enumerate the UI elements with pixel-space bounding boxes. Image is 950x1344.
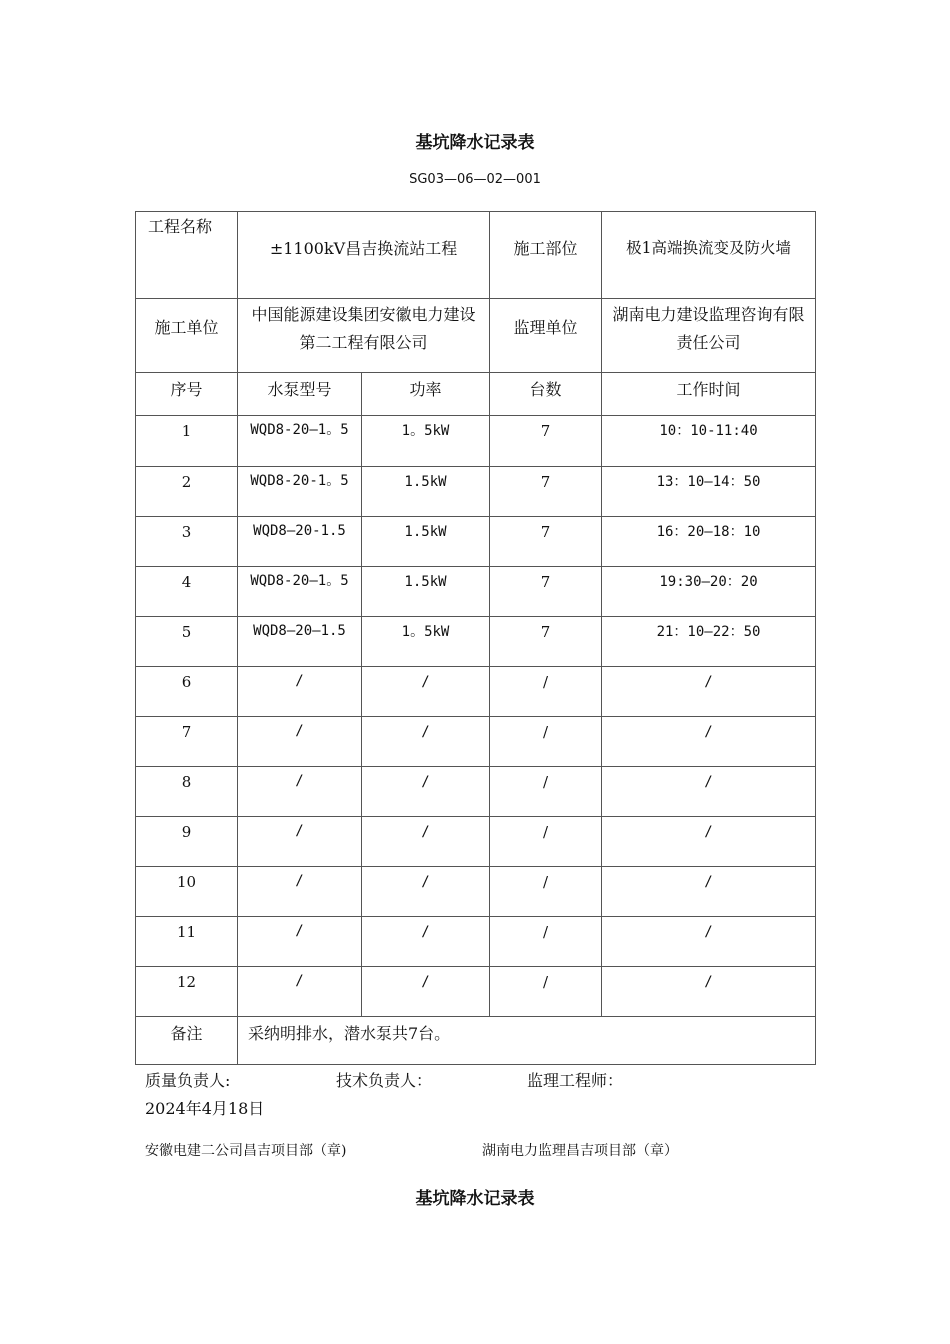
project-row [136,212,816,299]
record-date: 2024年4月18日 [145,1099,265,1118]
table-row [136,467,816,517]
row-pump-model: / [238,767,362,817]
row-pump-model: WQD8-20—1。5 [238,567,362,617]
record-table [135,211,816,1065]
table-row [136,917,816,967]
row-power: 1。5kW [362,416,490,467]
table-row [136,416,816,467]
row-pump-model: WQD8—20-1.5 [238,517,362,567]
row-index: 5 [136,617,238,667]
row-power: / [362,667,490,717]
form-code: SG03—06—02—001 [409,172,541,187]
row-count: 7 [490,416,602,467]
supervisor-value: 湖南电力建设监理咨询有限责任公司 [602,299,816,373]
row-work-time: 16：20—18：10 [602,517,816,567]
row-count: 7 [490,467,602,517]
row-work-time: 13：10—14：50 [602,467,816,517]
row-index: 11 [136,917,238,967]
row-index: 7 [136,717,238,767]
column-header-row [136,373,816,416]
location-label: 施工部位 [490,212,602,299]
col-header-count: 台数 [490,373,602,416]
contractor-label: 施工单位 [136,299,238,373]
row-count: / [490,667,602,717]
row-count: / [490,817,602,867]
row-pump-model: / [238,667,362,717]
supervisor-stamp: 湖南电力监理昌吉项目部（章） [482,1143,678,1159]
table-row [136,717,816,767]
row-pump-model: WQD8-20—1。5 [238,416,362,467]
row-count: / [490,767,602,817]
row-count: / [490,967,602,1017]
row-work-time: / [602,767,816,817]
row-index: 8 [136,767,238,817]
row-index: 10 [136,867,238,917]
col-header-power: 功率 [362,373,490,416]
contractor-value: 中国能源建设集团安徽电力建设第二工程有限公司 [238,299,490,373]
project-value: ±1100kV昌吉换流站工程 [238,212,490,299]
page-title: 基坑降水记录表 [415,133,535,153]
row-index: 12 [136,967,238,1017]
row-index: 9 [136,817,238,867]
row-count: / [490,917,602,967]
table-row [136,967,816,1017]
row-pump-model: / [238,817,362,867]
table-row [136,867,816,917]
row-power: 1.5kW [362,567,490,617]
contractor-stamp: 安徽电建二公司昌吉项目部（章) [145,1143,347,1159]
supervisor-label: 监理单位 [490,299,602,373]
supervising-engineer-label: 监理工程师： [527,1071,624,1090]
row-work-time: / [602,867,816,917]
row-index: 1 [136,416,238,467]
row-work-time: 21：10—22：50 [602,617,816,667]
row-pump-model: / [238,867,362,917]
tech-manager-label: 技术负责人： [336,1071,433,1090]
table-row [136,817,816,867]
remark-label: 备注 [136,1017,238,1065]
row-power: / [362,967,490,1017]
table-row [136,617,816,667]
row-work-time: / [602,817,816,867]
row-pump-model: / [238,967,362,1017]
row-count: / [490,717,602,767]
row-pump-model: / [238,917,362,967]
project-label: 工程名称 [136,212,238,299]
col-header-index: 序号 [136,373,238,416]
row-power: 1.5kW [362,517,490,567]
col-header-work-time: 工作时间 [602,373,816,416]
row-pump-model: / [238,717,362,767]
row-power: / [362,717,490,767]
row-power: 1。5kW [362,617,490,667]
row-work-time: 19:30—20：20 [602,567,816,617]
contractor-row [136,299,816,373]
row-work-time: / [602,717,816,767]
row-power: 1.5kW [362,467,490,517]
row-pump-model: WQD8-20-1。5 [238,467,362,517]
row-power: / [362,867,490,917]
table-row [136,767,816,817]
row-work-time: / [602,667,816,717]
remark-value: 采纳明排水，潜水泵共7台。 [238,1017,816,1065]
row-count: 7 [490,567,602,617]
row-work-time: / [602,967,816,1017]
remark-row [136,1017,816,1065]
row-index: 6 [136,667,238,717]
row-count: 7 [490,617,602,667]
row-power: / [362,917,490,967]
row-index: 2 [136,467,238,517]
location-value: 极1高端换流变及防火墙 [602,212,816,299]
footer-title: 基坑降水记录表 [415,1189,535,1209]
table-row [136,667,816,717]
quality-manager-label: 质量负责人: [145,1071,231,1090]
col-header-pump-model: 水泵型号 [238,373,362,416]
row-power: / [362,817,490,867]
row-count: / [490,867,602,917]
row-power: / [362,767,490,817]
row-work-time: / [602,917,816,967]
row-index: 4 [136,567,238,617]
row-count: 7 [490,517,602,567]
row-pump-model: WQD8—20—1.5 [238,617,362,667]
table-row [136,517,816,567]
row-work-time: 10：10-11:40 [602,416,816,467]
row-index: 3 [136,517,238,567]
table-row [136,567,816,617]
